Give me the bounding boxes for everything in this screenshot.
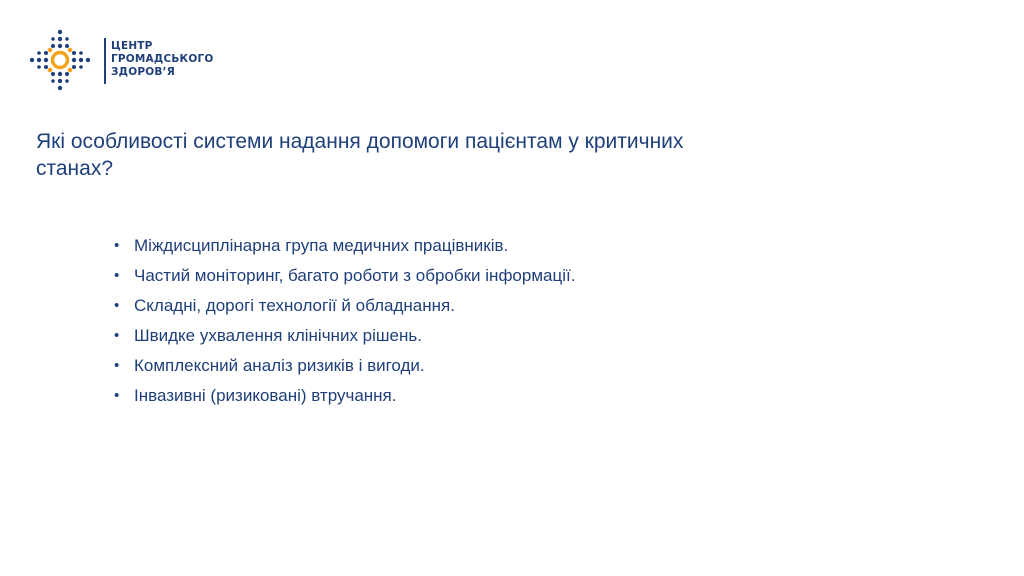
list-item bbox=[112, 326, 932, 346]
logo-divider bbox=[104, 38, 106, 84]
logo-text bbox=[111, 40, 213, 79]
bullet-text: Частий моніторинг, багато роботи з обробки інформації. bbox=[134, 266, 576, 285]
logo-line-3: ЗДОРОВ’Я bbox=[111, 66, 176, 78]
logo-line-1: ЦЕНТР bbox=[111, 40, 153, 52]
list-item bbox=[112, 266, 932, 286]
list-item bbox=[112, 386, 932, 406]
bullet-text: Інвазивні (ризиковані) втручання. bbox=[134, 386, 397, 405]
bullet-icon: • bbox=[114, 237, 120, 254]
list-item bbox=[112, 236, 932, 256]
list-item bbox=[112, 356, 932, 376]
bullet-icon: • bbox=[114, 357, 120, 374]
bullet-icon: • bbox=[114, 297, 120, 314]
list-item bbox=[112, 296, 932, 316]
bullet-icon: • bbox=[114, 387, 120, 404]
logo-line-2: ГРОМАДСЬКОГО bbox=[111, 53, 214, 65]
bullet-text: Складні, дорогі технології й обладнання. bbox=[134, 296, 455, 315]
bullet-list bbox=[112, 236, 932, 416]
logo bbox=[28, 28, 218, 94]
bullet-text: Швидке ухвалення клінічних рішень. bbox=[134, 326, 422, 345]
bullet-icon: • bbox=[114, 327, 120, 344]
bullet-text: Комплексний аналіз ризиків і вигоди. bbox=[134, 356, 425, 375]
public-health-center-logo-icon bbox=[28, 28, 92, 92]
bullet-icon: • bbox=[114, 267, 120, 284]
bullet-text: Міждисциплінарна група медичних працівників. bbox=[134, 236, 509, 255]
slide-title: Які особливості системи надання допомоги пацієнтам у критичних станах? bbox=[36, 130, 684, 180]
